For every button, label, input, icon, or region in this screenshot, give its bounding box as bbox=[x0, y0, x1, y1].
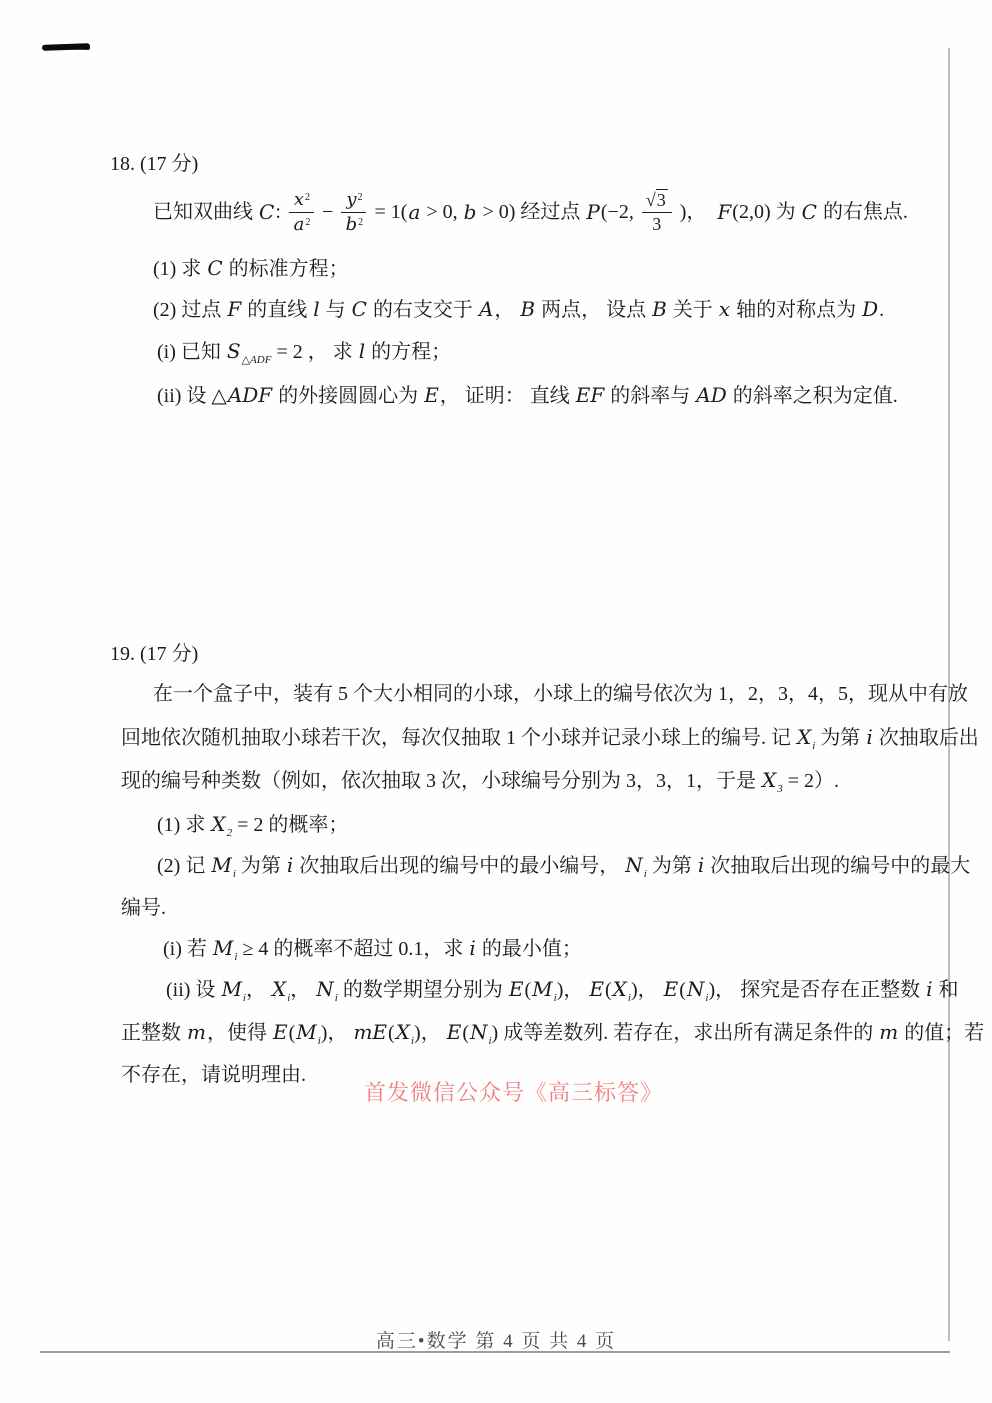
q18-part1: (1) 求 C 的标准方程； bbox=[153, 256, 349, 280]
q19-part2-ii-line3: 不存在，请说明理由. bbox=[121, 1064, 306, 1086]
q19-part2-ii-line1: (ii) 设 $M_i$， $X_i$， $N_i$ 的数学期望分别为 $E(M_i)$， $E(X_i)$， $E(N_i)$， 探究是否存在正整数 i 和 bbox=[166, 977, 959, 1004]
q19-part2-line1: (2) 记 $M_i$ 为第 i 次抽取后出现的编号中的最小编号， $N_i$ 为第 i 次抽取后出现的编号中的最大 bbox=[157, 853, 971, 880]
q19-part2-i: (i) 若 $M_i \ge 4$ 的概率不超过 0.1，求 i 的最小值； bbox=[163, 936, 582, 963]
q18-part2: (2) 过点 F 的直线 l 与 C 的右支交于 A， B 两点， 设点 B 关于 x 轴的对称点为 D. bbox=[153, 297, 885, 321]
q19-part2-line2: 编号. bbox=[121, 897, 166, 919]
scan-artifact-mark bbox=[42, 43, 90, 51]
q19-part1: (1) 求 $X_2 = 2$ 的概率； bbox=[157, 812, 349, 839]
q18-intro-formula: 已知双曲线 C : $\frac{x^2}{a^2}$ − $\frac{y^2}{b^2}$ = 1( a > 0, b > 0) 经过点 P (−2, $\frac{√3}{3}$ )， F (2,0) 为 C 的右焦点. bbox=[153, 189, 908, 235]
q19-heading: 19. (17 分) bbox=[110, 643, 199, 665]
q19-paragraph-line3: 现的编号种类数（例如，依次抽取 3 次，小球编号分别为 3，3，1，于是 $X_3 = 2$）. bbox=[121, 768, 840, 795]
q18-heading: 18. (17 分) bbox=[110, 153, 199, 175]
q19-paragraph-line2: 回地依次随机抽取小球若干次，每次仅抽取 1 个小球并记录小球上的编号. 记 $X_i$ 为第 i 次抽取后出 bbox=[121, 725, 979, 752]
red-watermark-text: 首发微信公众号《高三标答》 bbox=[364, 1080, 664, 1105]
q18-part2-ii: (ii) 设 △ADF 的外接圆圆心为 E， 证明： 直线 EF 的斜率与 AD 的斜率之积为定值. bbox=[157, 383, 898, 407]
q19-paragraph-line1: 在一个盒子中，装有 5 个大小相同的小球，小球上的编号依次为 1，2，3，4，5，现从中有放 bbox=[153, 683, 968, 705]
q19-part2-ii-line2: 正整数 m，使得 $E(M_i)$， $mE(X_i)$， $E(N_i)$ 成等差数列. 若存在，求出所有满足条件的 m 的值；若 bbox=[121, 1020, 985, 1047]
page-footer: 高三•数学 第 4 页 共 4 页 bbox=[375, 1331, 617, 1352]
q18-part2-i: (i) 已知 $S_{\triangle ADF} = 2$ ， 求 l 的方程； bbox=[157, 339, 452, 366]
